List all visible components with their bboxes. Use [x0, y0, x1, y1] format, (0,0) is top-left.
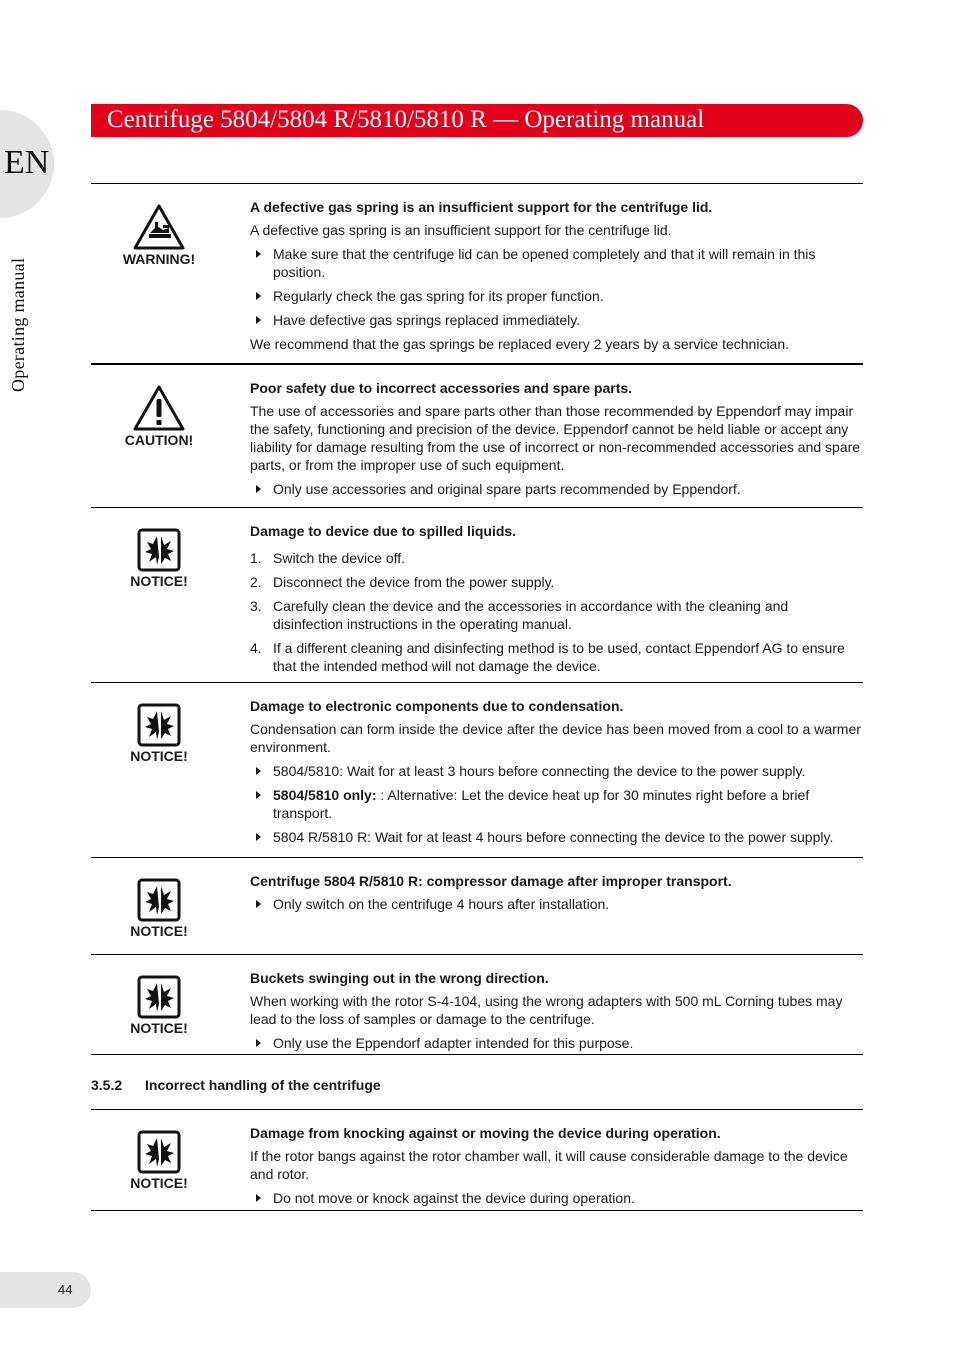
notice-heading: Buckets swinging out in the wrong direction. [250, 970, 549, 986]
bullet-list [250, 480, 862, 498]
notice-label: NOTICE! [130, 1020, 188, 1036]
page-number: 44 [0, 1272, 91, 1308]
notice-knocking [91, 1109, 863, 1211]
notice-compressor [91, 857, 863, 954]
bullet-list [250, 245, 862, 329]
section-heading [91, 1055, 863, 1109]
notice-spilled-liquids [91, 507, 863, 682]
warning-label: WARNING! [122, 251, 196, 267]
list-item: 5804/5810 only: : Alternative: Let the device heat up for 30 minutes right before a brief transport. [250, 786, 862, 822]
caution-notice [91, 363, 863, 507]
list-item: Only use the Eppendorf adapter intended for this purpose. [250, 1034, 862, 1052]
list-item: 4. If a different cleaning and disinfecting method is to be used, contact Eppendorf AG to ensure that the intended method will not damage the device. [250, 640, 845, 674]
list-item: Regularly check the gas spring for its proper function. [250, 287, 862, 305]
notice-symbol [91, 703, 227, 765]
page-title: Centrifuge 5804/5804 R/5810/5810 R — Operating manual [91, 104, 863, 137]
content [91, 183, 863, 1211]
list-item: Do not move or knock against the device during operation. [250, 1189, 862, 1207]
notice-symbol [91, 878, 227, 940]
notice-heading: Damage to electronic components due to condensation. [250, 698, 624, 714]
notice-heading: A defective gas spring is an insufficient support for the centrifuge lid. [250, 199, 713, 215]
notice-text: When working with the rotor S-4-104, using the wrong adapters with 500 mL Corning tubes may lead to the loss of samples or damage to the centrifuge. [250, 993, 843, 1027]
notice-text: A defective gas spring is an insufficient support for the centrifuge lid. [250, 222, 672, 238]
list-item: Only use accessories and original spare parts recommended by Eppendorf. [250, 480, 862, 498]
list-item: 2. Disconnect the device from the power supply. [250, 574, 555, 590]
list-item: 3. Carefully clean the device and the accessories in accordance with the cleaning and disinfection instructions in the operating manual. [250, 598, 789, 632]
section-number: 3.5.2 [91, 1077, 123, 1093]
notice-heading: Poor safety due to incorrect accessories and spare parts. [250, 380, 633, 396]
bullet-list [250, 1189, 862, 1207]
notice-text: If the rotor bangs against the rotor chamber wall, it will cause considerable damage to the device and rotor. [250, 1148, 848, 1182]
broken-device-notice-icon [137, 878, 181, 922]
language-code: EN [4, 144, 50, 181]
warning-notice [91, 183, 863, 363]
list-item: 5804 R/5810 R: Wait for at least 4 hours before connecting the device to the power supply. [250, 828, 862, 846]
section-title: Incorrect handling of the centrifuge [145, 1077, 381, 1093]
hand-crush-warning-icon [133, 204, 185, 250]
notice-symbol [91, 528, 227, 590]
notice-buckets [91, 954, 863, 1055]
list-item: 1. Switch the device off. [250, 550, 406, 566]
language-tab [0, 110, 54, 218]
warning-symbol [91, 204, 227, 268]
notice-label: NOTICE! [130, 748, 188, 764]
caution-label: CAUTION! [124, 432, 194, 448]
notice-text: Condensation can form inside the device after the device has been moved from a cool to a warmer environment. [250, 721, 861, 755]
broken-device-notice-icon [137, 975, 181, 1019]
broken-device-notice-icon [137, 703, 181, 747]
list-item: 5804/5810: Wait for at least 3 hours before connecting the device to the power supply. [250, 762, 862, 780]
notice-heading: Centrifuge 5804 R/5810 R: compressor damage after improper transport. [250, 873, 732, 889]
side-section-label: Operating manual [8, 257, 28, 392]
notice-label: NOTICE! [130, 923, 188, 939]
notice-condensation [91, 682, 863, 857]
caution-symbol [91, 385, 227, 449]
list-item: Make sure that the centrifuge lid can be opened completely and that it will remain in this position. [250, 245, 862, 281]
list-item: Only switch on the centrifuge 4 hours after installation. [250, 895, 862, 913]
notice-text: We recommend that the gas springs be replaced every 2 years by a service technician. [250, 336, 790, 352]
notice-text: The use of accessories and spare parts other than those recommended by Eppendorf may impair the safety, functioning and precision of the device. Eppendorf cannot be held liable or accept any liability for damage resulting from the use of incorrect or non-recommended accessories and spare parts, or from the improper use of such equipment. [250, 403, 861, 473]
bullet-list [250, 762, 862, 846]
list-item: Have defective gas springs replaced immediately. [250, 311, 862, 329]
bullet-list [250, 895, 862, 913]
notice-heading: Damage to device due to spilled liquids. [250, 523, 517, 539]
notice-symbol [91, 975, 227, 1037]
exclamation-warning-icon [133, 385, 185, 431]
notice-label: NOTICE! [130, 573, 188, 589]
broken-device-notice-icon [137, 528, 181, 572]
bullet-list [250, 1034, 862, 1052]
notice-heading: Damage from knocking against or moving the device during operation. [250, 1125, 721, 1141]
broken-device-notice-icon [137, 1130, 181, 1174]
notice-symbol [91, 1130, 227, 1192]
step-list [250, 549, 862, 675]
notice-label: NOTICE! [130, 1175, 188, 1191]
